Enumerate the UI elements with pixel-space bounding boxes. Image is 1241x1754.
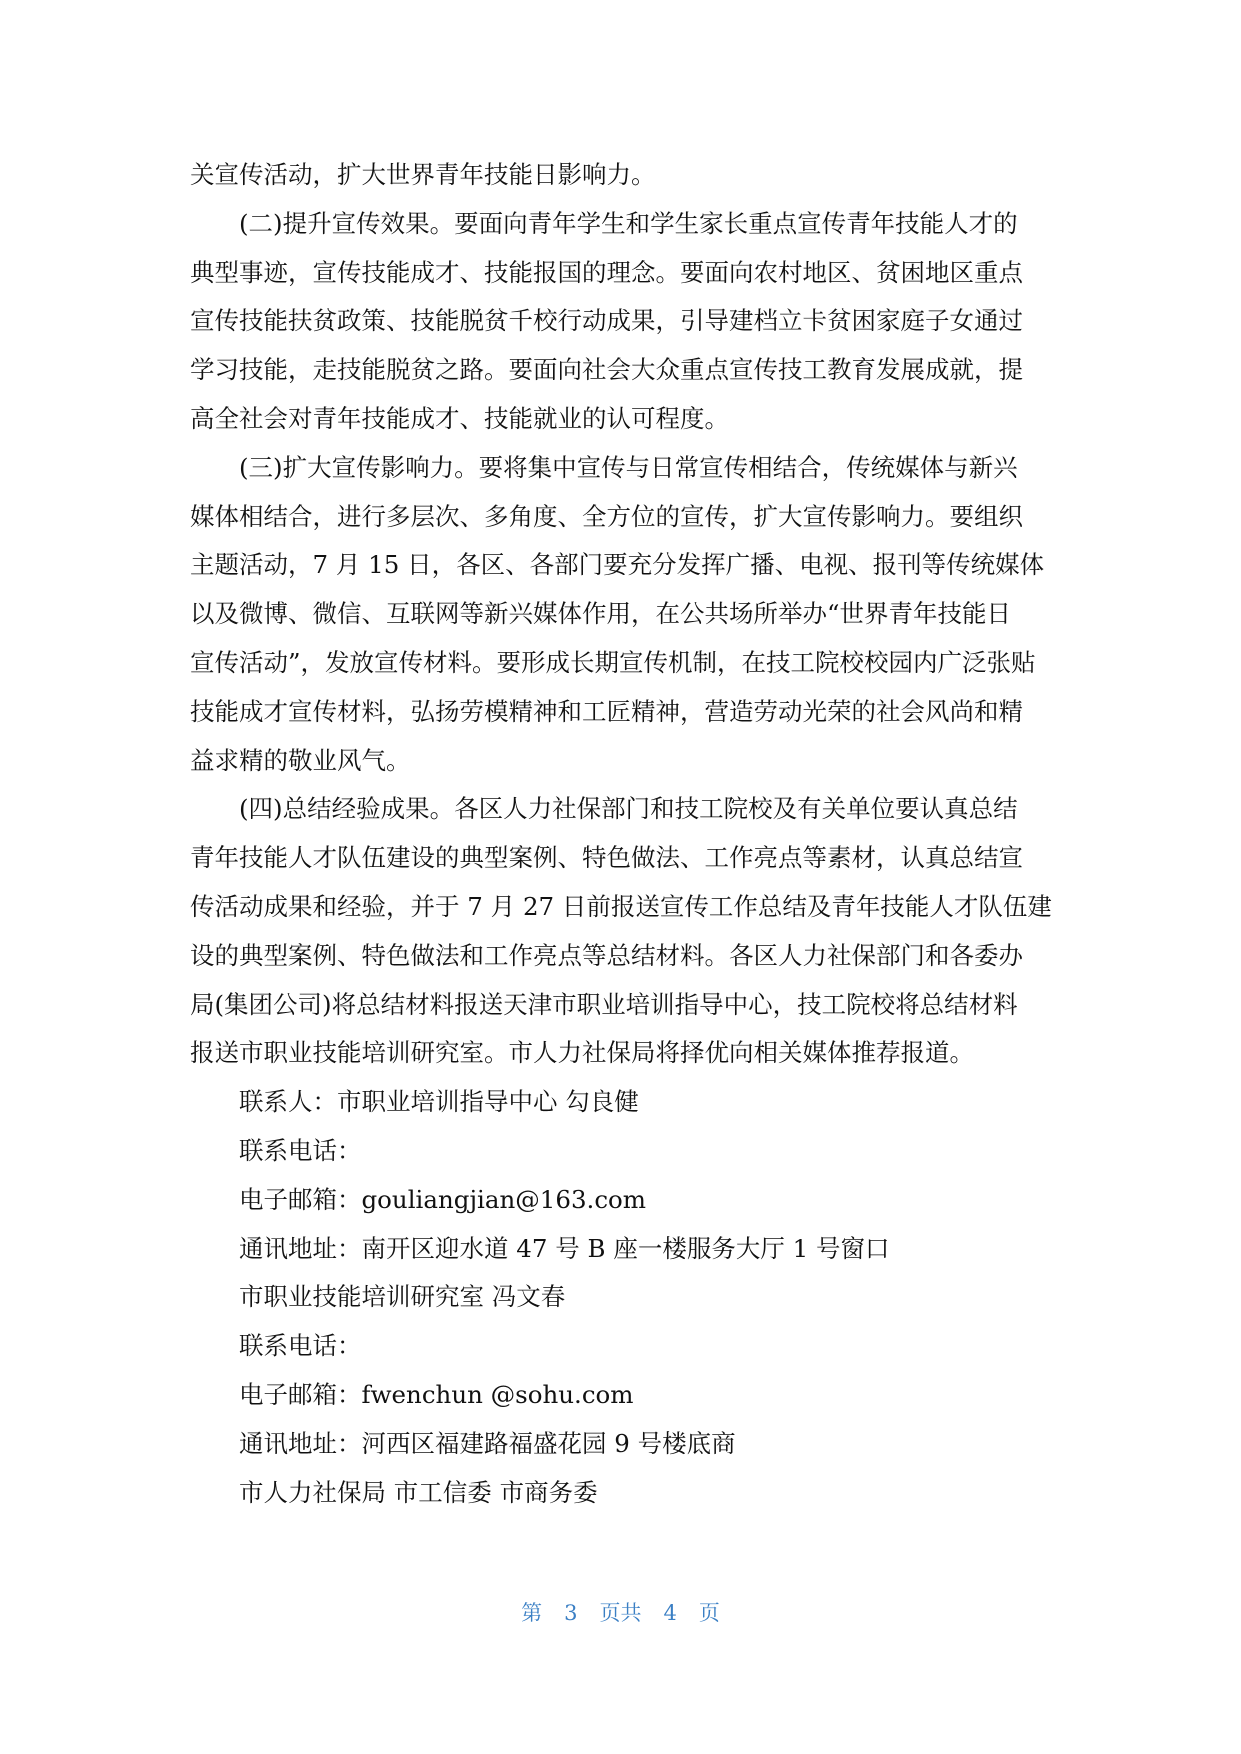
- text-line: 报送市职业技能培训研究室。市人力社保局将择优向相关媒体推荐报道。: [190, 1038, 974, 1068]
- footer-middle: 页共: [599, 1601, 642, 1625]
- text-line: 联系电话：: [239, 1331, 362, 1361]
- text-line: 以及微博、微信、互联网等新兴媒体作用，在公共场所举办“世界青年技能日: [190, 599, 1012, 629]
- text-line: 典型事迹，宣传技能成才、技能报国的理念。要面向农村地区、贫困地区重点: [190, 257, 1023, 287]
- text-line: 联系人：市职业培训指导中心 勾良健: [239, 1087, 639, 1117]
- text-line: 电子邮箱：fwenchun @sohu.com: [239, 1379, 634, 1409]
- text-line: 市人力社保局 市工信委 市商务委: [239, 1477, 598, 1507]
- text-line: (四)总结经验成果。各区人力社保部门和技工院校及有关单位要认真总结: [239, 794, 1018, 824]
- page-footer: [0, 1598, 1241, 1628]
- text-line: 高全社会对青年技能成才、技能就业的认可程度。: [190, 403, 729, 433]
- footer-page-number: 3: [564, 1601, 578, 1625]
- footer-suffix: 页: [698, 1601, 720, 1625]
- document-body: [190, 151, 1060, 1517]
- text-line: 主题活动，7 月 15 日，各区、各部门要充分发挥广播、电视、报刊等传统媒体: [190, 550, 1045, 580]
- text-line: 学习技能，走技能脱贫之路。要面向社会大众重点宣传技工教育发展成就，提: [190, 355, 1023, 385]
- text-line: 市职业技能培训研究室 冯文春: [239, 1282, 566, 1312]
- text-line: 局(集团公司)将总结材料报送天津市职业培训指导中心，技工院校将总结材料: [190, 989, 1018, 1019]
- text-line: 通讯地址：南开区迎水道 47 号 B 座一楼服务大厅 1 号窗口: [239, 1233, 890, 1263]
- text-line: 宣传活动”，发放宣传材料。要形成长期宣传机制，在技工院校校园内广泛张贴: [190, 647, 1036, 677]
- text-line: 关宣传活动，扩大世界青年技能日影响力。: [190, 160, 656, 189]
- text-line: 联系电话：: [239, 1135, 362, 1165]
- footer-total-pages: 4: [663, 1601, 677, 1625]
- text-line: 媒体相结合，进行多层次、多角度、全方位的宣传，扩大宣传影响力。要组织: [190, 501, 1023, 531]
- text-line: 设的典型案例、特色做法和工作亮点等总结材料。各区人力社保部门和各委办: [190, 940, 1023, 970]
- text-line: 技能成才宣传材料，弘扬劳模精神和工匠精神，营造劳动光荣的社会风尚和精: [190, 696, 1023, 726]
- text-line: 宣传技能扶贫政策、技能脱贫千校行动成果，引导建档立卡贫困家庭子女通过: [190, 306, 1023, 336]
- text-line: 电子邮箱：gouliangjian@163.com: [239, 1184, 647, 1214]
- text-line: (二)提升宣传效果。要面向青年学生和学生家长重点宣传青年技能人才的: [239, 208, 1018, 238]
- text-line: (三)扩大宣传影响力。要将集中宣传与日常宣传相结合，传统媒体与新兴: [239, 452, 1018, 482]
- text-line: 传活动成果和经验，并于 7 月 27 日前报送宣传工作总结及青年技能人才队伍建: [190, 891, 1052, 921]
- text-line: 益求精的敬业风气。: [190, 745, 411, 775]
- text-line: 青年技能人才队伍建设的典型案例、特色做法、工作亮点等素材，认真总结宣: [190, 843, 1023, 873]
- text-line: 通讯地址：河西区福建路福盛花园 9 号楼底商: [239, 1428, 736, 1458]
- footer-prefix: 第: [521, 1601, 543, 1625]
